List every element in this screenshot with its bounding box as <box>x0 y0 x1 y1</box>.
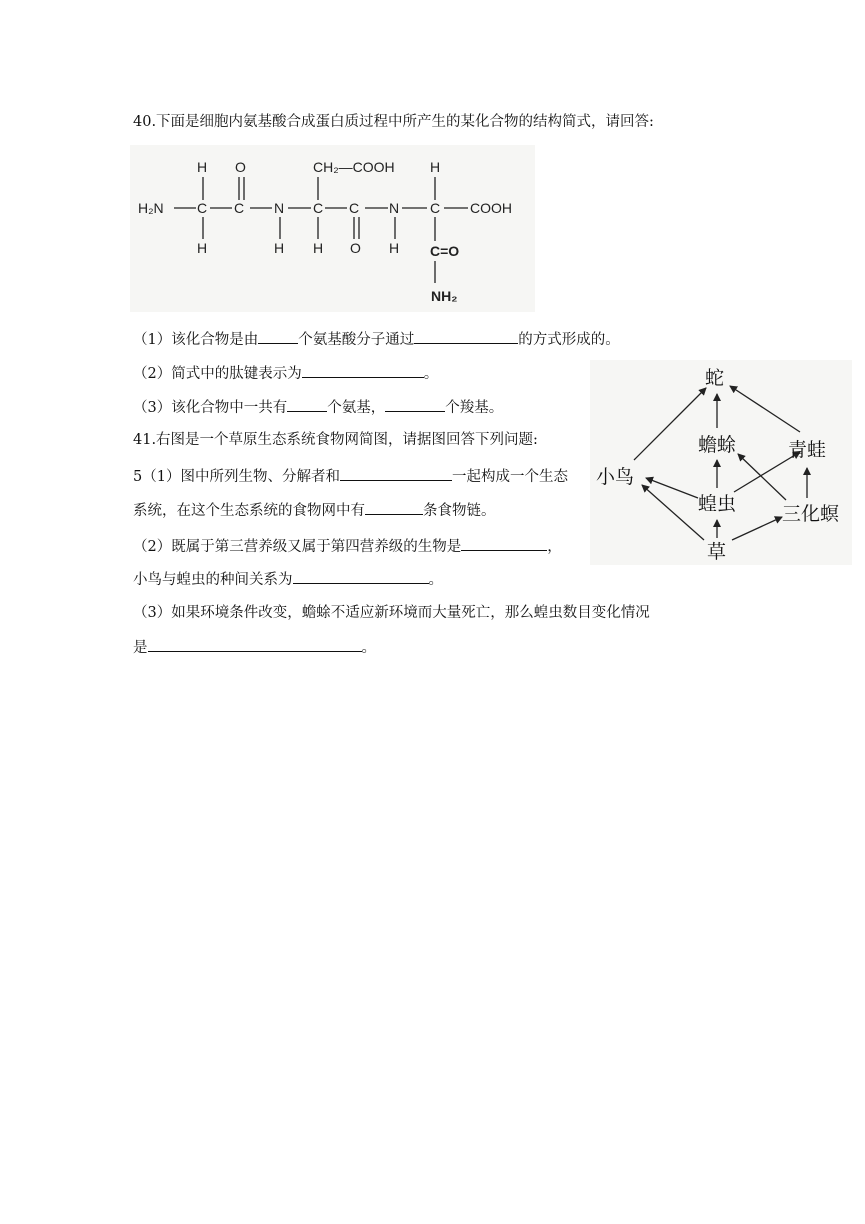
q41-sub2-text-b: ， <box>547 539 562 555</box>
node-snake: 蛇 <box>705 368 725 389</box>
q40-blank-amino-acid-count[interactable] <box>258 328 298 344</box>
atom-c-double-o: C=O <box>430 243 460 259</box>
q41-sub3-line1: （3）如果环境条件改变，蟾蜍不适应新环境而大量死亡，那么蝗虫数目变化情况 <box>133 605 650 621</box>
q40-sub2-text-a: （2）简式中的肽键表示为 <box>133 366 302 382</box>
structural-formula-figure <box>130 145 535 312</box>
q41-sub2-text-a: （2）既属于第三营养级又属于第四营养级的生物是 <box>133 539 462 555</box>
atom-n2: N <box>389 200 400 216</box>
atom-h-n2: H <box>389 240 400 256</box>
q40-intro: 40.下面是细胞内氨基酸合成蛋白质过程中所产生的某化合物的结构简式，请回答: <box>133 114 654 130</box>
node-mantis: 三化螟 <box>782 504 840 525</box>
q40-sub1 <box>133 328 620 350</box>
q41-sub1-text-b: 一起构成一个生态 <box>451 469 568 485</box>
node-bird: 小鸟 <box>596 467 635 488</box>
q40-sub1-text-c: 的方式形成的。 <box>518 332 620 348</box>
q41-intro: 41.右图是一个草原生态系统食物网简图，请据图回答下列问题: <box>133 432 538 448</box>
q41-sub2-text-c: 小鸟与蝗虫的种间关系为 <box>133 572 293 588</box>
node-locust: 蝗虫 <box>698 494 737 515</box>
q40-blank-carboxyl-count[interactable] <box>385 396 445 412</box>
q40-blank-peptide-bond[interactable] <box>302 362 424 378</box>
q40-sub3-text-b: 个氨基， <box>327 400 386 416</box>
q40-sub1-text-b: 个氨基酸分子通过 <box>298 332 415 348</box>
q41-sub1-text-a: 5（1）图中所列生物、分解者和 <box>133 469 340 485</box>
q40-blank-amino-count[interactable] <box>287 396 327 412</box>
food-web-svg <box>590 360 852 565</box>
q40-sub3 <box>133 396 503 418</box>
atom-h-n1: H <box>274 240 285 256</box>
atom-c3: C <box>313 200 324 216</box>
atom-h1-top: H <box>197 159 208 175</box>
node-toad: 蟾蜍 <box>698 435 737 456</box>
atom-h5-top: H <box>430 159 441 175</box>
atom-o2: O <box>350 240 361 256</box>
q40-sub2-text-b: 。 <box>423 366 439 382</box>
food-web-figure <box>590 360 852 565</box>
q41-sub1-line2 <box>133 499 496 521</box>
q40-sub2 <box>133 362 438 384</box>
q41-sub2-line1 <box>133 535 562 557</box>
structural-formula-svg <box>130 145 535 312</box>
q41-sub1-text-d: 条食物链。 <box>423 503 496 519</box>
q41-blank-abiotic[interactable] <box>340 465 452 481</box>
atom-nh2: NH₂ <box>431 288 458 304</box>
atom-h2n: H₂N <box>138 200 164 216</box>
atom-c4: C <box>349 200 360 216</box>
node-frog: 青蛙 <box>788 440 827 461</box>
atom-c5: C <box>430 200 441 216</box>
q41-sub3-text-b: 是 <box>133 640 148 656</box>
q40-sub3-text-c: 个羧基。 <box>445 400 504 416</box>
q41-sub3-line2 <box>133 636 376 658</box>
q41-blank-relationship[interactable] <box>293 568 429 584</box>
atom-o1: O <box>235 159 246 175</box>
atom-n1: N <box>274 200 285 216</box>
atom-c2: C <box>234 200 245 216</box>
atom-ch2cooh: CH₂—COOH <box>313 159 395 175</box>
q41-sub2-text-d: 。 <box>428 572 443 588</box>
q41-blank-chain-count[interactable] <box>365 499 423 515</box>
atom-c1: C <box>197 200 208 216</box>
atom-h1-bottom: H <box>197 240 208 256</box>
q40-sub1-text-a: （1）该化合物是由 <box>133 332 259 348</box>
node-grass: 草 <box>707 542 727 563</box>
q41-sub2-line2 <box>133 568 443 590</box>
q41-blank-organism[interactable] <box>461 535 547 551</box>
q41-sub1-text-c: 系统，在这个生态系统的食物网中有 <box>133 503 365 519</box>
q40-sub3-text-a: （3）该化合物中一共有 <box>133 400 288 416</box>
q41-blank-locust-change[interactable] <box>148 636 362 652</box>
q40-blank-bond-method[interactable] <box>414 328 518 344</box>
q41-sub3-text-c: 。 <box>361 640 376 656</box>
atom-h3-bottom: H <box>313 240 324 256</box>
q41-sub1-line1 <box>133 465 568 487</box>
atom-cooh: COOH <box>470 200 512 216</box>
